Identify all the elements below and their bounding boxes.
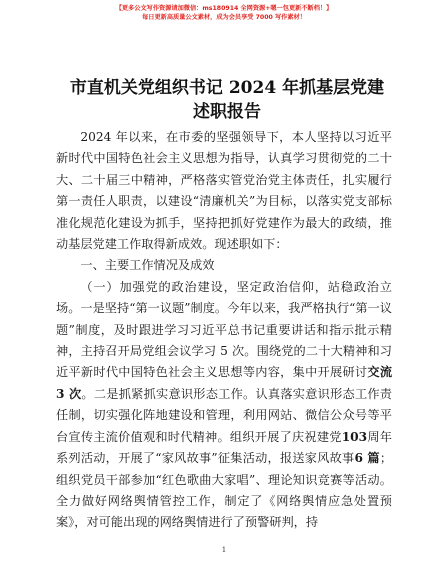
paragraph-text: （一）加强党的政治建设，坚定政治信仰，站稳政治立场。一是坚持“第一议题”制度。今年以来，我严格执行“第一议题”制度，及时跟进学习习近平总书记重要讲话和指示批示精神，主持召开局党组会议学习 5 次。围绕党的二十大精神和习近平新时代中国特色社会主义思想等内容，集中开展研讨 <box>56 279 392 380</box>
banner-line-1: 【更多公文写作资源请加微信：ms180914 全网资源+嗯一包更新不断档！】 <box>115 5 333 12</box>
document-body <box>56 127 392 534</box>
header-banner <box>0 4 448 22</box>
document-title: 市直机关党组织书记 2024 年抓基层党建述职报告 <box>69 78 385 122</box>
bold-figure: 交流 3 次 <box>56 365 393 401</box>
bold-figure: 6 篇 <box>354 451 380 466</box>
section-heading: 一、主要工作情况及成效 <box>80 258 215 273</box>
page-number: 1 <box>221 546 227 554</box>
banner-line-2: 每日更新高质量公文素材，成为会员享受 7000 写作素材！ <box>142 14 306 21</box>
paragraph-intro: 2024 年以来，在市委的坚强领导下，本人坚持以习近平新时代中国特色社会主义思想为指导，认真学习贯彻党的二十大、二十届三中精神，严格落实管党治党主体责任，扎实履行第一责任人职责，以建设“清廉机关”为目标，以落实党支部标准化规范化建设为抓手，坚持把抓好党建作为最大的政绩，推动基层党建工作取得新成效。现述职如下： <box>56 130 392 252</box>
paragraph-political-building <box>56 277 392 534</box>
paragraph-text: ；组织党员干部参加“红色歌曲大家唱”、理论知识竞赛等活动。全力做好网络舆情管控工作，制定了《网络舆情应急处置预案》，对可能出现的网络舆情进行了预警研判，持 <box>56 451 392 530</box>
paragraph-text: 周年系列活动，开展了“家风故事”征集活动，报送家风故事 <box>56 429 392 466</box>
paragraph-text: 。二是抓紧抓实意识形态工作。认真落实意识形态工作责任制，切实强化阵地建设和管理，利用网站、微信公众号等平台宣传主流价值观和时代精神。组织开展了庆祝建党 <box>56 386 392 444</box>
bold-figure: 103 <box>341 429 368 444</box>
